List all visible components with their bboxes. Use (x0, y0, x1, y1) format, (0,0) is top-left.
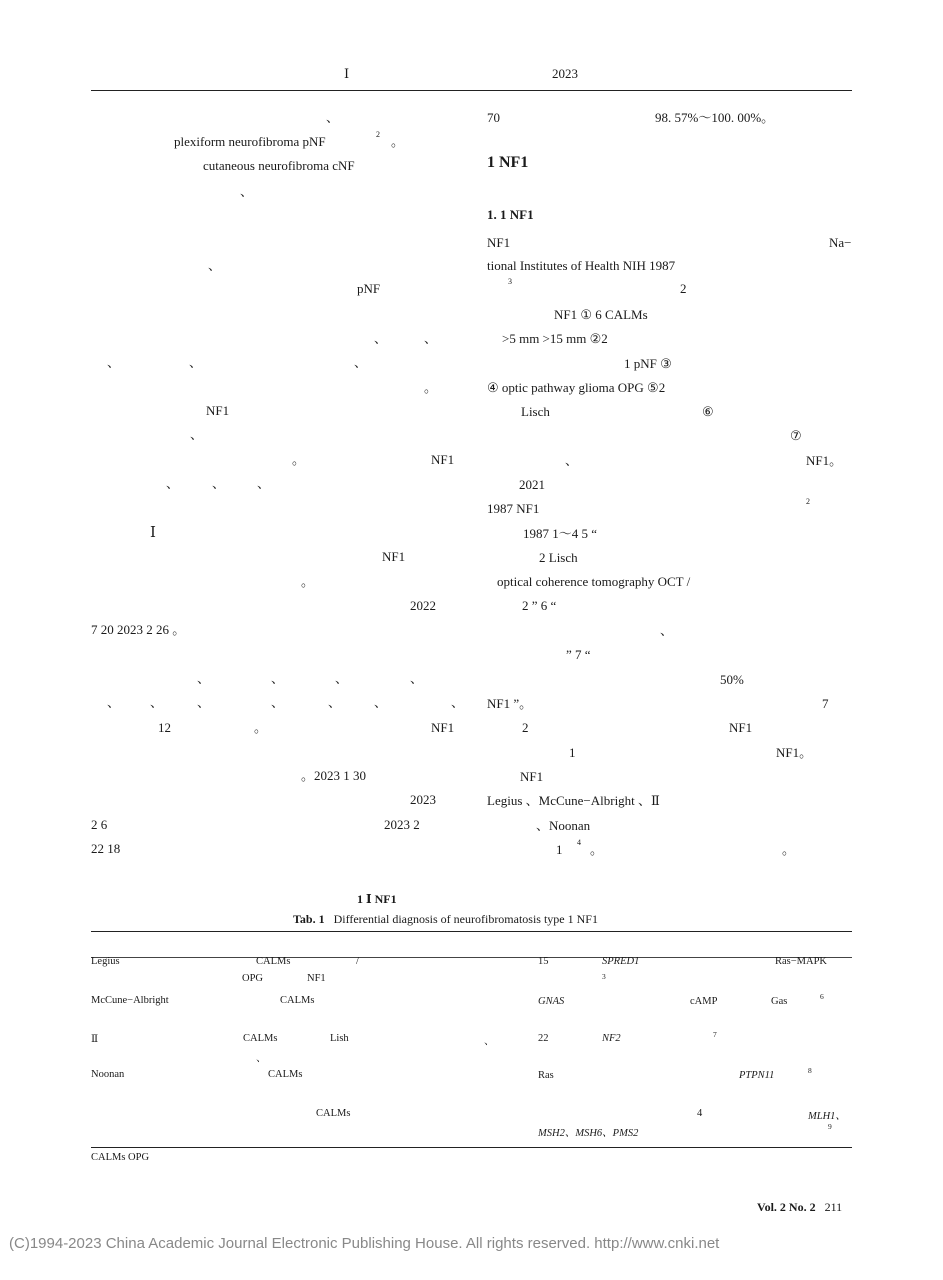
table-cell-31: MSH2、MSH6、PMS2 (538, 1128, 639, 1139)
left-text-line-23: 。 (301, 574, 315, 589)
left-text-line-11: 、 (189, 355, 203, 370)
left-text-line-5: 、 (240, 184, 254, 199)
right-text-line-18: 2 (806, 497, 810, 506)
table-cell-27: 8 (808, 1066, 812, 1075)
table-cell-8: 3 (602, 972, 606, 981)
right-text-line-26: NF1 ”。 (487, 696, 533, 711)
table-header-rule (91, 957, 852, 958)
left-text-line-4: cutaneous neurofibroma cNF (203, 158, 355, 173)
right-text-line-2: NF1 (487, 235, 511, 250)
left-text-line-28: 、 (335, 671, 349, 686)
right-text-line-30: 1 (569, 745, 576, 760)
table-cell-22: 、 (256, 1053, 267, 1064)
left-text-line-37: 12 (158, 720, 171, 735)
left-text-line-36: 、 (451, 695, 465, 710)
right-text-line-11: Lisch (521, 404, 550, 419)
table-cell-13: Gas (771, 996, 788, 1007)
table-cell-21: 7 (713, 1030, 717, 1039)
left-text-line-18: 、 (166, 476, 180, 491)
left-text-line-13: 。 (424, 380, 438, 395)
left-text-line-34: 、 (328, 695, 342, 710)
right-text-line-19: 1987 1～4 5 “ (523, 526, 598, 541)
table-cell-2: / (356, 956, 359, 967)
left-text-line-32: 、 (197, 695, 211, 710)
table-bottom-rule (91, 1147, 852, 1148)
left-text-line-24: 2022 (410, 598, 436, 613)
table-cell-26: PTPN11 (739, 1070, 775, 1081)
page-footer (757, 1200, 842, 1215)
table-top-rule (91, 931, 852, 932)
right-text-line-17: 1987 NF1 (487, 501, 540, 516)
left-text-line-6: 、 (208, 258, 222, 273)
copyright-line: (C)1994-2023 China Academic Journal Electronic Publishing House. All rights reserved. http://www.cnki.net (9, 1235, 720, 1252)
left-text-line-25: 7 20 2023 2 26 。 (91, 622, 186, 637)
table-cell-5: 15 (538, 956, 549, 967)
left-text-line-27: 、 (271, 671, 285, 686)
left-text-line-42: 2 6 (91, 817, 108, 832)
table-caption (293, 912, 598, 927)
left-text-line-19: 、 (212, 476, 226, 491)
section-heading-0: 1 NF1 (487, 154, 529, 171)
page-number: 211 (824, 1200, 843, 1214)
table-cell-23: Noonan (91, 1069, 125, 1080)
running-header-left: Ⅰ (344, 66, 350, 81)
table-cell-7: Ras−MAPK (775, 956, 828, 967)
volume-issue: Vol. 2 No. 2 (757, 1200, 816, 1214)
table-cell-18: 、 (484, 1036, 495, 1047)
table-cell-16: CALMs (243, 1033, 278, 1044)
section-heading-1: 1. 1 NF1 (487, 207, 534, 222)
table-cell-19: 22 (538, 1033, 549, 1044)
right-text-line-6: 2 (680, 281, 687, 296)
table-cell-14: 6 (820, 992, 824, 1001)
right-text-line-31: NF1。 (776, 745, 813, 760)
right-text-line-8: >5 mm >15 mm ②2 (502, 331, 608, 346)
header-rule (91, 90, 852, 91)
right-text-line-15: NF1。 (806, 453, 843, 468)
table-cell-28: CALMs (316, 1108, 351, 1119)
right-text-line-16: 2021 (519, 477, 545, 492)
right-text-line-28: 2 (522, 720, 529, 735)
table-title: 1 Ⅰ NF1 (357, 892, 397, 906)
left-text-line-38: 。 (254, 720, 268, 735)
right-text-line-0: 70 (487, 110, 500, 125)
right-text-line-22: 2 ” 6 “ (522, 598, 557, 613)
right-text-line-34: 、Noonan (536, 818, 591, 833)
table-cell-15: Ⅱ (91, 1034, 99, 1045)
left-text-line-20: 、 (257, 476, 271, 491)
right-text-line-20: 2 Lisch (539, 550, 578, 565)
table-cell-9: McCune−Albright (91, 995, 169, 1006)
table-cell-12: cAMP (690, 996, 718, 1007)
right-text-line-38: 。 (782, 842, 796, 857)
right-text-line-12: ⑥ (702, 404, 714, 419)
right-text-line-29: NF1 (729, 720, 753, 735)
right-text-line-13: ⑦ (790, 428, 802, 443)
table-cell-6: SPRED1 (602, 956, 640, 967)
right-text-line-3: Na− (829, 235, 852, 250)
left-text-line-22: NF1 (382, 549, 406, 564)
table-caption-text: Differential diagnosis of neurofibromatosis type 1 NF1 (333, 912, 598, 926)
left-text-line-8: 、 (374, 331, 388, 346)
left-text-line-35: 、 (374, 695, 388, 710)
left-text-line-43: 2023 2 (384, 817, 420, 832)
left-text-line-10: 、 (107, 355, 121, 370)
table-cell-29: 4 (697, 1108, 703, 1119)
right-text-line-1: 98. 57%～100. 00%。 (655, 110, 775, 125)
table-cell-1: CALMs (256, 956, 291, 967)
table-cell-24: CALMs (268, 1069, 303, 1080)
right-text-line-9: 1 pNF ③ (624, 356, 672, 371)
table-cell-20: NF2 (602, 1033, 621, 1044)
table-caption-label: Tab. 1 (293, 912, 325, 926)
left-text-line-1: plexiform neurofibroma pNF (174, 134, 326, 149)
left-text-line-41: 2023 (410, 792, 436, 807)
table-cell-3: OPG (242, 973, 264, 984)
right-text-line-32: NF1 (520, 769, 544, 784)
left-text-line-9: 、 (424, 331, 438, 346)
table-cell-0: Legius (91, 956, 120, 967)
left-text-line-33: 、 (271, 695, 285, 710)
left-text-line-0: 、 (326, 110, 340, 125)
left-text-line-16: 。 (292, 452, 306, 467)
left-text-line-2: 2 (376, 130, 380, 139)
left-text-line-21: Ⅰ (150, 525, 156, 541)
table-note: CALMs OPG (91, 1152, 150, 1163)
left-text-line-12: 、 (354, 355, 368, 370)
right-text-line-7: NF1 ① 6 CALMs (554, 307, 648, 322)
right-text-line-21: optical coherence tomography OCT / (497, 574, 691, 589)
left-text-line-14: NF1 (206, 403, 230, 418)
right-text-line-27: 7 (822, 696, 829, 711)
table-cell-32: 9 (828, 1122, 832, 1131)
right-text-line-24: ” 7 “ (566, 647, 591, 662)
left-text-line-44: 22 18 (91, 841, 121, 856)
right-text-line-36: 4 (577, 838, 581, 847)
left-text-line-15: 、 (190, 427, 204, 442)
table-cell-4: NF1 (307, 973, 326, 984)
table-cell-11: GNAS (538, 996, 565, 1007)
table-cell-17: Lish (330, 1033, 349, 1044)
right-text-line-37: 。 (590, 842, 604, 857)
right-text-line-10: ④ optic pathway glioma OPG ⑤2 (487, 380, 666, 395)
left-text-line-26: 、 (197, 671, 211, 686)
right-text-line-33: Legius 、McCune−Albright 、Ⅱ (487, 793, 660, 808)
table-cell-25: Ras (538, 1070, 554, 1081)
left-text-line-17: NF1 (431, 452, 455, 467)
right-text-line-14: 、 (565, 453, 579, 468)
left-text-line-29: 、 (410, 671, 424, 686)
left-text-line-39: NF1 (431, 720, 455, 735)
table-cell-30: MLH1、 (808, 1111, 846, 1122)
right-text-line-25: 50% (720, 672, 744, 687)
right-text-line-4: tional Institutes of Health NIH 1987 (487, 258, 676, 273)
right-text-line-35: 1 (556, 842, 563, 857)
right-text-line-23: 、 (660, 623, 674, 638)
running-header-year: 2023 (552, 66, 578, 81)
left-text-line-3: 。 (391, 134, 405, 149)
left-text-line-31: 、 (150, 695, 164, 710)
left-text-line-7: pNF (357, 281, 381, 296)
right-text-line-5: 3 (508, 277, 512, 286)
table-cell-10: CALMs (280, 995, 315, 1006)
left-text-line-40: 。2023 1 30 (301, 768, 367, 783)
left-text-line-30: 、 (107, 695, 121, 710)
